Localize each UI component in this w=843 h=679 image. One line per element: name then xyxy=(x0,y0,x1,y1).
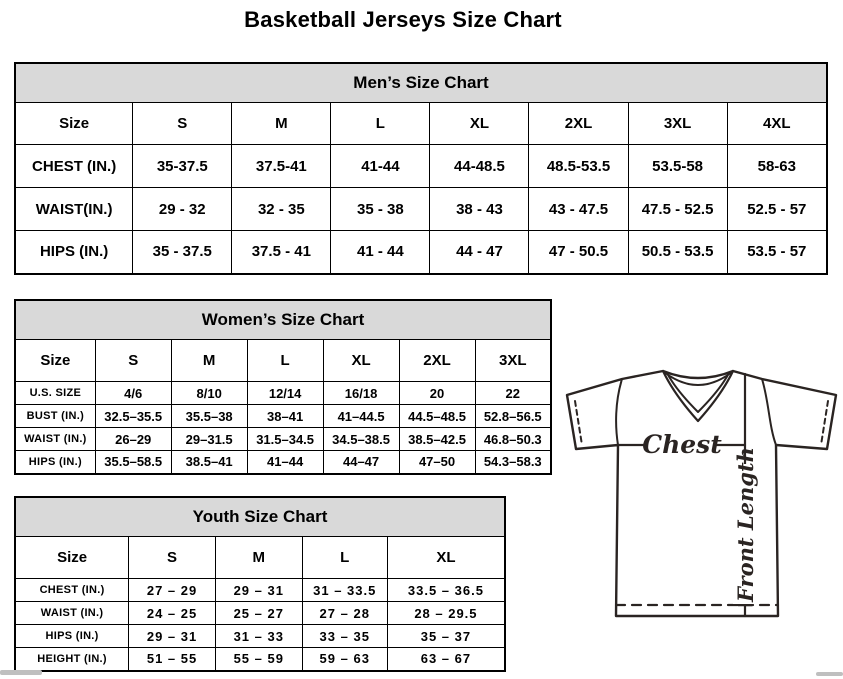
table-row xyxy=(15,602,505,625)
size-value: 44-48.5 xyxy=(430,145,529,188)
size-value: 43 - 47.5 xyxy=(529,188,628,231)
size-value: 58-63 xyxy=(727,145,827,188)
column-header: Size xyxy=(15,103,133,145)
size-value: 32.5–35.5 xyxy=(95,405,171,428)
size-value: 37.5-41 xyxy=(232,145,331,188)
table-row xyxy=(15,145,827,188)
size-value: 52.5 - 57 xyxy=(727,188,827,231)
size-value: 35-37.5 xyxy=(133,145,232,188)
table-title: Men’s Size Chart xyxy=(15,63,827,103)
size-value: 29 – 31 xyxy=(129,625,216,648)
size-value: 53.5-58 xyxy=(628,145,727,188)
table-row xyxy=(15,428,551,451)
jersey-measurement-diagram xyxy=(563,364,841,624)
size-value: 47 - 50.5 xyxy=(529,231,628,274)
table-row xyxy=(15,188,827,231)
chest-label: Chest xyxy=(642,430,722,459)
table-row xyxy=(15,579,505,602)
mens-size-chart-table xyxy=(14,62,828,275)
size-value: 52.8–56.5 xyxy=(475,405,551,428)
size-value: 47.5 - 52.5 xyxy=(628,188,727,231)
size-value: 33 – 35 xyxy=(302,625,387,648)
left-armhole-seam xyxy=(616,379,622,445)
column-header: 3XL xyxy=(475,340,551,382)
column-header: S xyxy=(95,340,171,382)
size-value: 48.5-53.5 xyxy=(529,145,628,188)
size-value: 41-44 xyxy=(331,145,430,188)
column-header: L xyxy=(247,340,323,382)
size-value: 38.5–41 xyxy=(171,451,247,474)
column-header: S xyxy=(133,103,232,145)
column-header: XL xyxy=(387,537,505,579)
table-row xyxy=(15,405,551,428)
row-label: WAIST (IN.) xyxy=(15,428,95,451)
size-value: 31 – 33 xyxy=(215,625,302,648)
row-label: HIPS (IN.) xyxy=(15,451,95,474)
size-value: 29–31.5 xyxy=(171,428,247,451)
size-value: 35 – 37 xyxy=(387,625,505,648)
size-value: 27 – 28 xyxy=(302,602,387,625)
size-value: 50.5 - 53.5 xyxy=(628,231,727,274)
size-value: 44.5–48.5 xyxy=(399,405,475,428)
size-value: 35 - 38 xyxy=(331,188,430,231)
table-row xyxy=(15,451,551,474)
row-label: CHEST (IN.) xyxy=(15,579,129,602)
size-value: 16/18 xyxy=(323,382,399,405)
size-value: 26–29 xyxy=(95,428,171,451)
row-label: WAIST (IN.) xyxy=(15,602,129,625)
size-value: 46.8–50.3 xyxy=(475,428,551,451)
table-row xyxy=(15,231,827,274)
front-length-label: Front Length xyxy=(733,447,758,602)
size-value: 63 – 67 xyxy=(387,648,505,671)
size-value: 31 – 33.5 xyxy=(302,579,387,602)
size-value: 33.5 – 36.5 xyxy=(387,579,505,602)
column-header: L xyxy=(302,537,387,579)
size-value: 38 - 43 xyxy=(430,188,529,231)
size-value: 32 - 35 xyxy=(232,188,331,231)
left-cuff-dashed-line xyxy=(575,401,582,445)
row-label: HIPS (IN.) xyxy=(15,231,133,274)
column-header: 3XL xyxy=(628,103,727,145)
size-value: 34.5–38.5 xyxy=(323,428,399,451)
size-value: 38.5–42.5 xyxy=(399,428,475,451)
size-value: 24 – 25 xyxy=(129,602,216,625)
horizontal-scrollbar-fragment-left[interactable] xyxy=(0,670,42,675)
row-label: WAIST(IN.) xyxy=(15,188,133,231)
size-value: 44 - 47 xyxy=(430,231,529,274)
size-value: 28 – 29.5 xyxy=(387,602,505,625)
column-header: XL xyxy=(430,103,529,145)
table-row xyxy=(15,625,505,648)
size-value: 31.5–34.5 xyxy=(247,428,323,451)
row-label: BUST (IN.) xyxy=(15,405,95,428)
column-header: L xyxy=(331,103,430,145)
size-value: 41–44 xyxy=(247,451,323,474)
size-value: 20 xyxy=(399,382,475,405)
column-header: Size xyxy=(15,537,129,579)
column-header: M xyxy=(171,340,247,382)
size-value: 51 – 55 xyxy=(129,648,216,671)
table-row xyxy=(15,648,505,671)
size-value: 29 – 31 xyxy=(215,579,302,602)
row-label: HEIGHT (IN.) xyxy=(15,648,129,671)
row-label: HIPS (IN.) xyxy=(15,625,129,648)
row-label: CHEST (IN.) xyxy=(15,145,133,188)
womens-size-chart-table xyxy=(14,299,552,475)
column-header: 2XL xyxy=(399,340,475,382)
size-value: 4/6 xyxy=(95,382,171,405)
column-header: XL xyxy=(323,340,399,382)
column-header: 2XL xyxy=(529,103,628,145)
size-value: 29 - 32 xyxy=(133,188,232,231)
size-value: 59 – 63 xyxy=(302,648,387,671)
size-value: 53.5 - 57 xyxy=(727,231,827,274)
size-value: 41–44.5 xyxy=(323,405,399,428)
size-value: 25 – 27 xyxy=(215,602,302,625)
size-value: 47–50 xyxy=(399,451,475,474)
size-value: 35.5–58.5 xyxy=(95,451,171,474)
table-title: Youth Size Chart xyxy=(15,497,505,537)
size-value: 8/10 xyxy=(171,382,247,405)
size-value: 22 xyxy=(475,382,551,405)
page-title: Basketball Jerseys Size Chart xyxy=(244,7,562,32)
size-value: 38–41 xyxy=(247,405,323,428)
size-value: 27 – 29 xyxy=(129,579,216,602)
column-header: Size xyxy=(15,340,95,382)
column-header: 4XL xyxy=(727,103,827,145)
size-value: 54.3–58.3 xyxy=(475,451,551,474)
column-header: S xyxy=(129,537,216,579)
table-title: Women’s Size Chart xyxy=(15,300,551,340)
right-armhole-seam xyxy=(762,379,776,445)
column-header: M xyxy=(215,537,302,579)
horizontal-scrollbar-fragment-right[interactable] xyxy=(816,672,843,676)
table-row xyxy=(15,382,551,405)
size-value: 41 - 44 xyxy=(331,231,430,274)
size-value: 44–47 xyxy=(323,451,399,474)
size-value: 35 - 37.5 xyxy=(133,231,232,274)
youth-size-chart-table xyxy=(14,496,506,672)
row-label: U.S. SIZE xyxy=(15,382,95,405)
size-value: 37.5 - 41 xyxy=(232,231,331,274)
size-value: 55 – 59 xyxy=(215,648,302,671)
right-cuff-dashed-line xyxy=(821,401,828,445)
jersey-diagram-svg xyxy=(563,364,841,624)
column-header: M xyxy=(232,103,331,145)
size-value: 35.5–38 xyxy=(171,405,247,428)
size-value: 12/14 xyxy=(247,382,323,405)
